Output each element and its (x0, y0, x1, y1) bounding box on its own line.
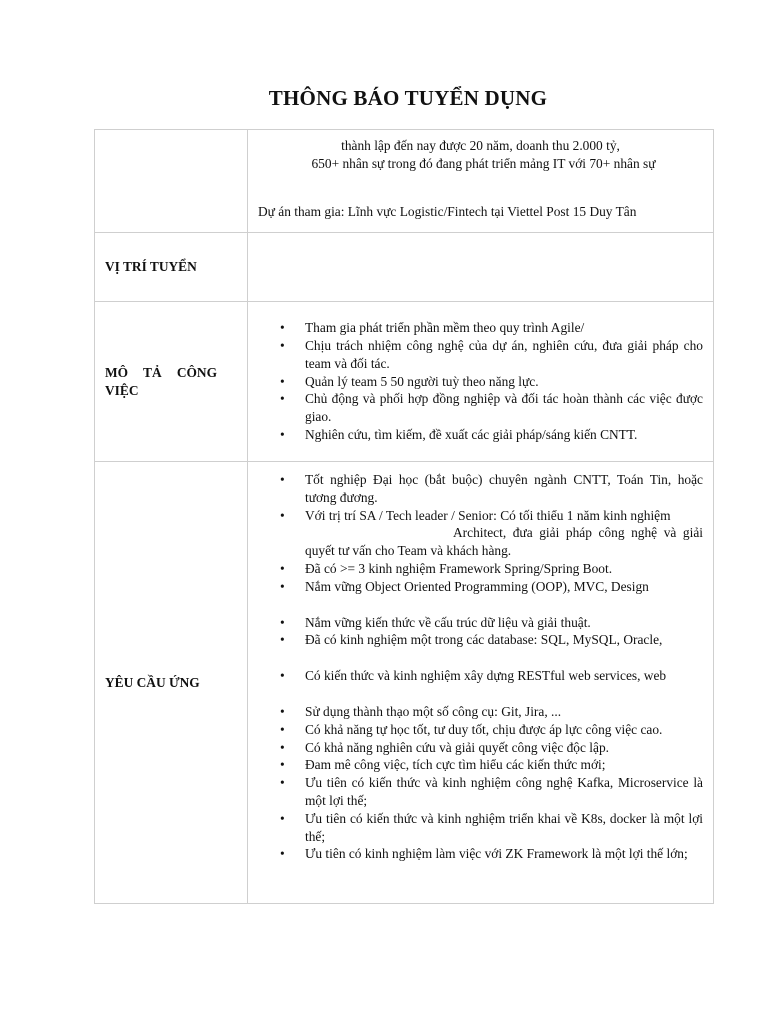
requirement-item: • Có khả năng tự học tốt, tư duy tốt, chịu được áp lực công việc cao. (258, 721, 703, 739)
position-value (248, 233, 714, 302)
description-item: • Quản lý team 5 50 người tuỳ theo năng lực. (258, 373, 703, 391)
project-info: Dự án tham gia: Lĩnh vực Logistic/Fintech tại Viettel Post 15 Duy Tân (258, 203, 637, 219)
requirement-item: • Có kiến thức và kinh nghiệm xây dựng RESTful web services, web (258, 667, 703, 685)
spacer (258, 685, 703, 703)
spacer (258, 596, 703, 614)
requirement-item (258, 507, 703, 560)
intro-row (95, 130, 714, 233)
requirements-list (258, 471, 703, 863)
spacer (258, 649, 703, 667)
position-row (95, 233, 714, 302)
requirement-item: • Nắm vững kiến thức về cấu trúc dữ liệu và giải thuật. (258, 614, 703, 632)
intro-cell (248, 130, 714, 233)
description-item: • Chịu trách nhiệm công nghệ của dự án, nghiên cứu, đưa giải pháp cho team và đối tác. (258, 337, 703, 373)
description-item: • Nghiên cứu, tìm kiếm, đề xuất các giải pháp/sáng kiến CNTT. (258, 426, 703, 444)
description-row (95, 302, 714, 462)
description-list (258, 319, 703, 444)
requirement-item: • Đã có >= 3 kinh nghiệm Framework Spring/Spring Boot. (258, 560, 703, 578)
job-table (94, 129, 714, 904)
requirements-row (95, 462, 714, 904)
requirement-item: • Ưu tiên có kiến thức và kinh nghiệm công nghệ Kafka, Microservice là một lợi thế; (258, 774, 703, 810)
description-item: • Chủ động và phối hợp đồng nghiệp và đối tác hoàn thành các việc được giao. (258, 390, 703, 426)
position-label: VỊ TRÍ TUYỂN (95, 233, 248, 302)
requirement-item: • Ưu tiên có kinh nghiệm làm việc với ZK Framework là một lợi thế lớn; (258, 845, 703, 863)
requirement-text-continued: Architect, đưa giải pháp công nghệ và giải quyết tư vấn cho Team và khách hàng. (305, 525, 703, 559)
requirements-label: YÊU CẦU ỨNG (95, 462, 248, 904)
description-item: • Tham gia phát triển phần mềm theo quy trình Agile/ (258, 319, 703, 337)
description-label-text: MÔ TẢ CÔNG VIỆC (105, 364, 217, 398)
requirement-item: • Sử dụng thành thạo một số công cụ: Git, Jira, ... (258, 703, 703, 721)
requirement-item: • Nắm vững Object Oriented Programming (OOP), MVC, Design (258, 578, 703, 596)
requirement-item: • Tốt nghiệp Đại học (bắt buộc) chuyên ngành CNTT, Toán Tin, hoặc tương đương. (258, 471, 703, 507)
intro-line-1: thành lập đến nay được 20 năm, doanh thu 2.000 tỷ, (341, 138, 620, 153)
requirement-text: Với trị trí SA / Tech leader / Senior: Có tối thiểu 1 năm kinh nghiệm (305, 507, 671, 523)
intro-line-2: 650+ nhân sự trong đó đang phát triển mảng IT với 70+ nhân sự (311, 155, 656, 171)
requirement-item: • Đã có kinh nghiệm một trong các database: SQL, MySQL, Oracle, (258, 631, 703, 649)
requirement-item: • Ưu tiên có kiến thức và kinh nghiệm triển khai về K8s, docker là một lợi thế; (258, 810, 703, 846)
intro-label-cell (95, 130, 248, 233)
description-cell (248, 302, 714, 462)
requirement-item: • Đam mê công việc, tích cực tìm hiểu các kiến thức mới; (258, 756, 703, 774)
company-intro (258, 137, 703, 173)
description-label (95, 302, 248, 462)
requirements-cell (248, 462, 714, 904)
page-title: THÔNG BÁO TUYỂN DỤNG (268, 86, 548, 110)
requirement-item: • Có khả năng nghiên cứu và giải quyết công việc độc lập. (258, 739, 703, 757)
